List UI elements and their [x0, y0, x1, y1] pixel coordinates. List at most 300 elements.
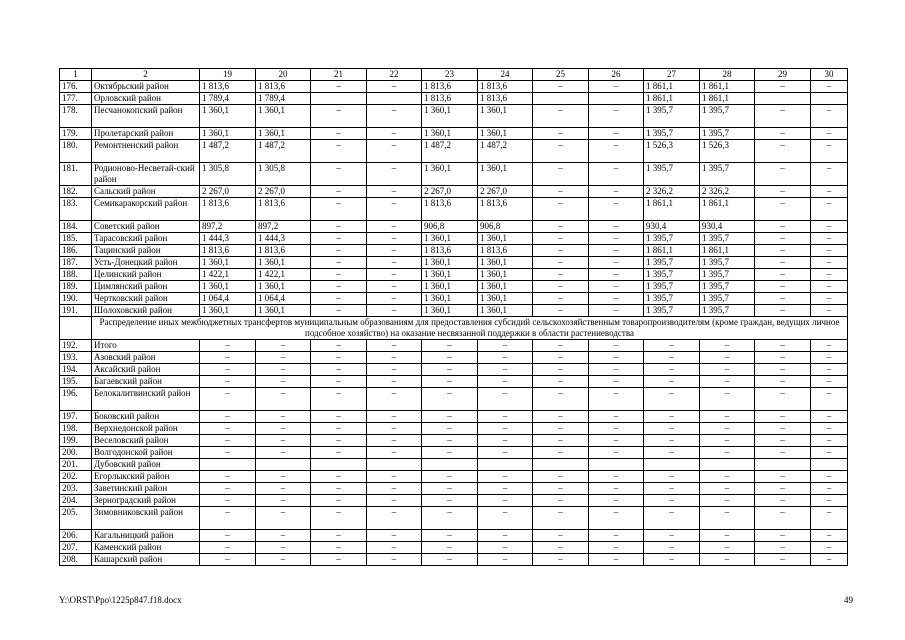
value-cell: –: [811, 340, 848, 352]
value-cell: –: [811, 281, 848, 293]
table-row: [60, 186, 848, 198]
value-cell: –: [256, 542, 311, 554]
value-cell: –: [755, 128, 811, 140]
value-cell: 1 305,8: [200, 163, 256, 186]
district-name: Целинский район: [92, 269, 200, 281]
value-cell: –: [811, 269, 848, 281]
value-cell: –: [422, 364, 478, 376]
value-cell: 1 813,6: [478, 245, 533, 257]
column-header: 29: [755, 69, 811, 81]
column-header: 24: [478, 69, 533, 81]
value-cell: 1 360,1: [200, 128, 256, 140]
table-row: [60, 376, 848, 388]
table-row: [60, 530, 848, 542]
column-header: 25: [533, 69, 589, 81]
district-name: Орловский район: [92, 93, 200, 105]
value-cell: –: [755, 198, 811, 221]
value-cell: –: [367, 507, 422, 530]
table-row: [60, 471, 848, 483]
value-cell: [811, 459, 848, 471]
column-header: 27: [644, 69, 700, 81]
value-cell: –: [478, 388, 533, 411]
row-number: 204.: [60, 495, 92, 507]
value-cell: 1 395,7: [644, 233, 700, 245]
value-cell: –: [533, 542, 589, 554]
value-cell: –: [200, 423, 256, 435]
value-cell: –: [644, 507, 700, 530]
district-name: Кашарский район: [92, 554, 200, 566]
value-cell: –: [589, 128, 644, 140]
value-cell: –: [256, 507, 311, 530]
row-number: 181.: [60, 163, 92, 186]
column-header: 30: [811, 69, 848, 81]
table-row: [60, 459, 848, 471]
value-cell: [700, 459, 755, 471]
value-cell: 1 360,1: [478, 281, 533, 293]
table-row: [60, 388, 848, 411]
value-cell: –: [200, 447, 256, 459]
value-cell: –: [200, 507, 256, 530]
value-cell: –: [589, 352, 644, 364]
value-cell: –: [311, 140, 367, 163]
value-cell: –: [311, 471, 367, 483]
value-cell: 1 360,1: [200, 281, 256, 293]
value-cell: –: [478, 471, 533, 483]
value-cell: –: [644, 471, 700, 483]
value-cell: 1 813,6: [422, 198, 478, 221]
value-cell: 1 360,1: [256, 105, 311, 128]
value-cell: –: [700, 435, 755, 447]
value-cell: –: [367, 198, 422, 221]
value-cell: –: [367, 542, 422, 554]
value-cell: –: [311, 186, 367, 198]
row-number: 197.: [60, 411, 92, 423]
value-cell: –: [755, 186, 811, 198]
row-number: 202.: [60, 471, 92, 483]
value-cell: 1 395,7: [700, 163, 755, 186]
value-cell: 1 360,1: [478, 163, 533, 186]
row-number: 180.: [60, 140, 92, 163]
value-cell: –: [644, 554, 700, 566]
value-cell: 1 444,3: [200, 233, 256, 245]
value-cell: –: [755, 293, 811, 305]
value-cell: –: [200, 340, 256, 352]
value-cell: 2 267,0: [478, 186, 533, 198]
value-cell: –: [533, 340, 589, 352]
row-number: 188.: [60, 269, 92, 281]
value-cell: –: [311, 411, 367, 423]
table-row: [60, 233, 848, 245]
district-name: Азовский район: [92, 352, 200, 364]
section-title-row: [60, 317, 848, 340]
row-number: 191.: [60, 305, 92, 317]
value-cell: –: [256, 471, 311, 483]
value-cell: 930,4: [644, 221, 700, 233]
value-cell: –: [256, 411, 311, 423]
value-cell: 1 360,1: [422, 163, 478, 186]
value-cell: 1 395,7: [700, 281, 755, 293]
value-cell: 1 360,1: [422, 105, 478, 128]
district-name: Пролетарский район: [92, 128, 200, 140]
value-cell: 1 487,2: [256, 140, 311, 163]
value-cell: –: [311, 554, 367, 566]
district-name: Итого: [92, 340, 200, 352]
value-cell: –: [367, 388, 422, 411]
value-cell: 1 360,1: [256, 281, 311, 293]
value-cell: –: [311, 198, 367, 221]
value-cell: –: [367, 186, 422, 198]
district-name: Семикаракорский район: [92, 198, 200, 221]
value-cell: –: [644, 530, 700, 542]
district-name: Шолоховский район: [92, 305, 200, 317]
district-name: Дубовский район: [92, 459, 200, 471]
value-cell: –: [533, 81, 589, 93]
table-row: [60, 447, 848, 459]
value-cell: –: [700, 542, 755, 554]
empty-cell: [60, 317, 92, 340]
value-cell: –: [644, 364, 700, 376]
value-cell: –: [367, 364, 422, 376]
value-cell: –: [700, 507, 755, 530]
value-cell: –: [311, 542, 367, 554]
value-cell: –: [589, 471, 644, 483]
table-row: [60, 483, 848, 495]
value-cell: [755, 93, 811, 105]
value-cell: –: [700, 376, 755, 388]
value-cell: –: [533, 233, 589, 245]
value-cell: –: [311, 81, 367, 93]
table-row: [60, 435, 848, 447]
value-cell: –: [256, 483, 311, 495]
value-cell: –: [755, 388, 811, 411]
value-cell: –: [589, 163, 644, 186]
value-cell: –: [311, 364, 367, 376]
table-row: [60, 542, 848, 554]
table-row: [60, 495, 848, 507]
value-cell: –: [589, 140, 644, 163]
value-cell: –: [311, 233, 367, 245]
value-cell: –: [755, 81, 811, 93]
value-cell: 1 395,7: [644, 305, 700, 317]
value-cell: –: [311, 257, 367, 269]
row-number: 195.: [60, 376, 92, 388]
value-cell: –: [311, 293, 367, 305]
value-cell: –: [311, 447, 367, 459]
value-cell: –: [422, 542, 478, 554]
value-cell: [644, 459, 700, 471]
value-cell: –: [811, 245, 848, 257]
value-cell: –: [367, 435, 422, 447]
table-row: [60, 163, 848, 186]
value-cell: [811, 93, 848, 105]
value-cell: –: [422, 352, 478, 364]
value-cell: –: [755, 233, 811, 245]
value-cell: –: [200, 388, 256, 411]
value-cell: –: [533, 140, 589, 163]
column-header: 20: [256, 69, 311, 81]
table-row: [60, 198, 848, 221]
value-cell: –: [811, 364, 848, 376]
table-row: [60, 293, 848, 305]
value-cell: 906,8: [478, 221, 533, 233]
value-cell: –: [478, 447, 533, 459]
value-cell: –: [700, 530, 755, 542]
row-number: 177.: [60, 93, 92, 105]
value-cell: –: [589, 245, 644, 257]
value-cell: –: [256, 340, 311, 352]
row-number: 184.: [60, 221, 92, 233]
value-cell: [200, 459, 256, 471]
value-cell: –: [367, 281, 422, 293]
value-cell: 1 789,4: [200, 93, 256, 105]
value-cell: –: [367, 257, 422, 269]
value-cell: –: [422, 471, 478, 483]
value-cell: –: [256, 364, 311, 376]
value-cell: 1 395,7: [700, 128, 755, 140]
value-cell: –: [589, 447, 644, 459]
row-number: 190.: [60, 293, 92, 305]
district-name: Зерноградский район: [92, 495, 200, 507]
value-cell: –: [589, 281, 644, 293]
value-cell: 897,2: [200, 221, 256, 233]
value-cell: –: [811, 186, 848, 198]
value-cell: –: [422, 554, 478, 566]
row-number: 203.: [60, 483, 92, 495]
value-cell: 1 813,6: [200, 198, 256, 221]
value-cell: –: [478, 340, 533, 352]
value-cell: –: [311, 388, 367, 411]
value-cell: 1 395,7: [644, 269, 700, 281]
value-cell: 1 360,1: [256, 128, 311, 140]
value-cell: –: [533, 163, 589, 186]
section-title: Распределение иных межбюджетных трансфертов муниципальным образованиям для предоставления субсидий сельскохозяйственным товаропроизводителям (кроме граждан, ведущих личное подсобное хозяйство) на оказание несвязанной поддержки в области растениеводства: [92, 317, 848, 340]
value-cell: –: [367, 245, 422, 257]
value-cell: 1 861,1: [644, 93, 700, 105]
value-cell: –: [589, 542, 644, 554]
value-cell: –: [589, 293, 644, 305]
value-cell: –: [367, 495, 422, 507]
column-header: 23: [422, 69, 478, 81]
value-cell: –: [256, 495, 311, 507]
value-cell: 2 267,0: [256, 186, 311, 198]
value-cell: –: [589, 388, 644, 411]
value-cell: 1 395,7: [700, 269, 755, 281]
district-name: Зимовниковский район: [92, 507, 200, 530]
value-cell: 1 360,1: [422, 257, 478, 269]
value-cell: [422, 459, 478, 471]
value-cell: –: [200, 542, 256, 554]
value-cell: –: [700, 352, 755, 364]
value-cell: –: [700, 447, 755, 459]
value-cell: –: [755, 471, 811, 483]
value-cell: –: [644, 340, 700, 352]
value-cell: –: [755, 163, 811, 186]
value-cell: –: [755, 340, 811, 352]
value-cell: –: [811, 81, 848, 93]
value-cell: [367, 459, 422, 471]
value-cell: –: [311, 340, 367, 352]
value-cell: –: [589, 233, 644, 245]
value-cell: –: [755, 530, 811, 542]
value-cell: –: [811, 233, 848, 245]
value-cell: –: [367, 81, 422, 93]
district-name: Кагальницкий район: [92, 530, 200, 542]
value-cell: –: [811, 128, 848, 140]
value-cell: –: [589, 81, 644, 93]
value-cell: 1 395,7: [644, 281, 700, 293]
value-cell: –: [755, 411, 811, 423]
value-cell: –: [755, 281, 811, 293]
value-cell: –: [311, 245, 367, 257]
value-cell: –: [811, 554, 848, 566]
value-cell: 1 422,1: [200, 269, 256, 281]
value-cell: –: [811, 221, 848, 233]
value-cell: –: [644, 388, 700, 411]
table-row: [60, 364, 848, 376]
value-cell: –: [478, 530, 533, 542]
row-number: 196.: [60, 388, 92, 411]
value-cell: –: [367, 221, 422, 233]
value-cell: –: [200, 471, 256, 483]
district-name: Советский район: [92, 221, 200, 233]
value-cell: –: [533, 530, 589, 542]
transfers-table: [59, 68, 848, 566]
table-row: [60, 81, 848, 93]
value-cell: 2 326,2: [644, 186, 700, 198]
value-cell: –: [533, 376, 589, 388]
value-cell: –: [700, 495, 755, 507]
district-name: Цимлянский район: [92, 281, 200, 293]
table-row: [60, 411, 848, 423]
table-row: [60, 128, 848, 140]
value-cell: –: [311, 221, 367, 233]
district-name: Родионово-Несветай-ский район: [92, 163, 200, 186]
value-cell: –: [811, 542, 848, 554]
value-cell: [589, 93, 644, 105]
row-number: 208.: [60, 554, 92, 566]
value-cell: 1 526,3: [700, 140, 755, 163]
value-cell: 1 360,1: [422, 305, 478, 317]
value-cell: –: [256, 423, 311, 435]
value-cell: –: [367, 447, 422, 459]
value-cell: 1 395,7: [644, 257, 700, 269]
row-number: 198.: [60, 423, 92, 435]
value-cell: 1 360,1: [422, 269, 478, 281]
value-cell: –: [422, 423, 478, 435]
value-cell: [478, 459, 533, 471]
value-cell: –: [367, 163, 422, 186]
value-cell: –: [533, 435, 589, 447]
column-header: 21: [311, 69, 367, 81]
value-cell: 1 395,7: [700, 105, 755, 128]
value-cell: –: [811, 388, 848, 411]
district-name: Веселовский район: [92, 435, 200, 447]
value-cell: –: [478, 435, 533, 447]
value-cell: –: [422, 447, 478, 459]
value-cell: –: [589, 483, 644, 495]
value-cell: –: [533, 257, 589, 269]
value-cell: 1 813,6: [422, 93, 478, 105]
district-name: Тарасовский район: [92, 233, 200, 245]
value-cell: 1 813,6: [422, 245, 478, 257]
row-number: 201.: [60, 459, 92, 471]
value-cell: 1 395,7: [644, 293, 700, 305]
value-cell: –: [589, 376, 644, 388]
value-cell: 1 395,7: [644, 105, 700, 128]
value-cell: –: [478, 483, 533, 495]
value-cell: 1 395,7: [700, 305, 755, 317]
value-cell: –: [311, 507, 367, 530]
value-cell: –: [811, 198, 848, 221]
value-cell: 1 813,6: [478, 81, 533, 93]
value-cell: –: [478, 507, 533, 530]
value-cell: –: [422, 495, 478, 507]
value-cell: –: [533, 423, 589, 435]
row-number: 200.: [60, 447, 92, 459]
value-cell: –: [811, 163, 848, 186]
value-cell: –: [367, 233, 422, 245]
value-cell: –: [700, 340, 755, 352]
value-cell: –: [256, 435, 311, 447]
district-name: Октябрьский район: [92, 81, 200, 93]
value-cell: 1 064,4: [256, 293, 311, 305]
value-cell: –: [700, 554, 755, 566]
value-cell: –: [755, 447, 811, 459]
value-cell: –: [755, 554, 811, 566]
row-number: 189.: [60, 281, 92, 293]
value-cell: 1 422,1: [256, 269, 311, 281]
value-cell: –: [311, 281, 367, 293]
value-cell: –: [644, 423, 700, 435]
value-cell: –: [367, 105, 422, 128]
value-cell: –: [422, 507, 478, 530]
table-row: [60, 105, 848, 128]
value-cell: –: [589, 423, 644, 435]
value-cell: –: [311, 128, 367, 140]
row-number: 186.: [60, 245, 92, 257]
value-cell: –: [755, 507, 811, 530]
value-cell: 1 861,1: [700, 81, 755, 93]
value-cell: [533, 459, 589, 471]
table-row: [60, 281, 848, 293]
district-name: Волгодонской район: [92, 447, 200, 459]
value-cell: –: [700, 423, 755, 435]
value-cell: –: [367, 305, 422, 317]
value-cell: 1 487,2: [200, 140, 256, 163]
value-cell: –: [533, 281, 589, 293]
value-cell: 1 813,6: [256, 245, 311, 257]
value-cell: –: [755, 257, 811, 269]
value-cell: –: [811, 140, 848, 163]
value-cell: –: [533, 105, 589, 128]
value-cell: 1 813,6: [478, 198, 533, 221]
value-cell: 1 813,6: [200, 245, 256, 257]
value-cell: –: [755, 495, 811, 507]
value-cell: –: [200, 352, 256, 364]
value-cell: –: [811, 376, 848, 388]
value-cell: 1 813,6: [256, 198, 311, 221]
value-cell: –: [811, 293, 848, 305]
value-cell: –: [422, 483, 478, 495]
value-cell: –: [478, 554, 533, 566]
value-cell: –: [311, 352, 367, 364]
value-cell: –: [200, 411, 256, 423]
value-cell: –: [644, 352, 700, 364]
value-cell: 1 526,3: [644, 140, 700, 163]
value-cell: –: [311, 483, 367, 495]
row-number: 206.: [60, 530, 92, 542]
value-cell: –: [755, 221, 811, 233]
